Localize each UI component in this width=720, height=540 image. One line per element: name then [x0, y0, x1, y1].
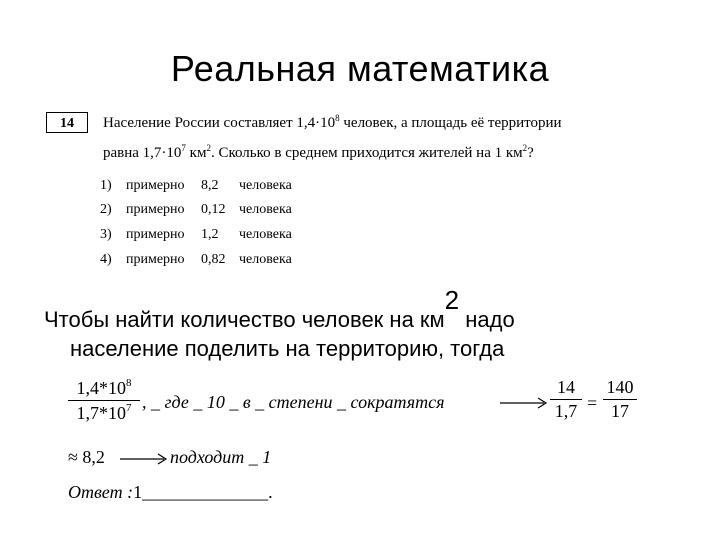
solution-comment: , _ где _ 10 _ в _ степени _ сократятся	[142, 392, 445, 412]
option-word: примерно	[126, 202, 185, 217]
option-value: 0,82	[201, 252, 226, 267]
task-text-line-1	[103, 113, 562, 132]
fits-option: подходит _ 1	[170, 447, 272, 467]
answer-line	[68, 482, 273, 503]
answer-option-2	[100, 202, 292, 218]
denominator-text: 1,7*10	[76, 403, 126, 423]
numerator-exp: 8	[126, 377, 132, 389]
instruction-line-2: население поделить на территорию, тогда	[70, 336, 505, 361]
slide-title: Реальная математика	[170, 48, 550, 89]
task-text-2b: км	[185, 145, 207, 161]
fraction-numerator: 140	[606, 377, 634, 397]
task-number: 14	[46, 112, 88, 133]
option-word: примерно	[126, 252, 185, 267]
option-number: 1)	[100, 178, 112, 193]
fraction-bar	[550, 399, 582, 400]
task-text-2c: . Сколько в среднем приходится жителей на 1 км	[210, 145, 523, 161]
equals-sign: =	[587, 393, 598, 413]
answer-option-3	[100, 227, 292, 243]
fraction-denominator	[68, 402, 140, 424]
fraction-simplified	[550, 377, 582, 422]
arrow-icon	[120, 452, 170, 466]
option-number: 3)	[100, 227, 112, 242]
instruction-line-1	[44, 285, 515, 334]
answer-end: .	[268, 482, 273, 502]
fraction-denominator: 17	[611, 401, 629, 421]
task-exp-3: 2	[206, 143, 211, 153]
fraction-numerator	[68, 377, 140, 399]
fraction-numerator: 14	[557, 377, 575, 397]
option-unit: человека	[239, 202, 292, 217]
task-exp-2: 7	[181, 143, 186, 153]
numerator-text: 1,4*10	[76, 378, 126, 398]
task-text-1a: Население России составляет 1,4·10	[103, 115, 336, 131]
task-text-1b: человек, а площадь её территории	[339, 115, 562, 131]
fraction-population-area	[68, 377, 140, 424]
task-exp-4: 2	[522, 143, 528, 153]
option-unit: человека	[239, 252, 292, 267]
task-text-line-2	[103, 143, 534, 162]
arrow-icon	[500, 396, 550, 410]
option-value: 8,2	[201, 178, 219, 193]
approx-value: ≈ 8,2	[68, 447, 105, 467]
task-text-2a: равна 1,7·10	[103, 145, 182, 161]
fraction-bar	[603, 399, 637, 400]
fraction-result	[603, 377, 637, 422]
option-value: 0,12	[201, 202, 226, 217]
option-unit: человека	[239, 227, 292, 242]
instruction-text-1b: надо	[459, 307, 515, 332]
task-text-2d: ?	[527, 145, 534, 161]
option-word: примерно	[126, 178, 185, 193]
fraction-denominator: 1,7	[554, 401, 578, 421]
option-number: 4)	[100, 252, 112, 267]
answer-underline: ______________	[142, 482, 269, 502]
denominator-exp: 7	[126, 402, 132, 414]
answer-value: 1	[133, 482, 143, 502]
option-number: 2)	[100, 202, 112, 217]
instruction-text-1: Чтобы найти количество человек на км	[44, 307, 445, 332]
answer-option-1	[100, 178, 292, 194]
fraction-bar	[68, 400, 140, 401]
answer-option-4	[100, 252, 292, 268]
task-exp-1: 8	[335, 113, 340, 123]
option-value: 1,2	[201, 227, 219, 242]
option-word: примерно	[126, 227, 185, 242]
instruction-exp: 2	[444, 285, 460, 315]
answer-label: Ответ :	[68, 482, 134, 502]
option-unit: человека	[239, 178, 292, 193]
